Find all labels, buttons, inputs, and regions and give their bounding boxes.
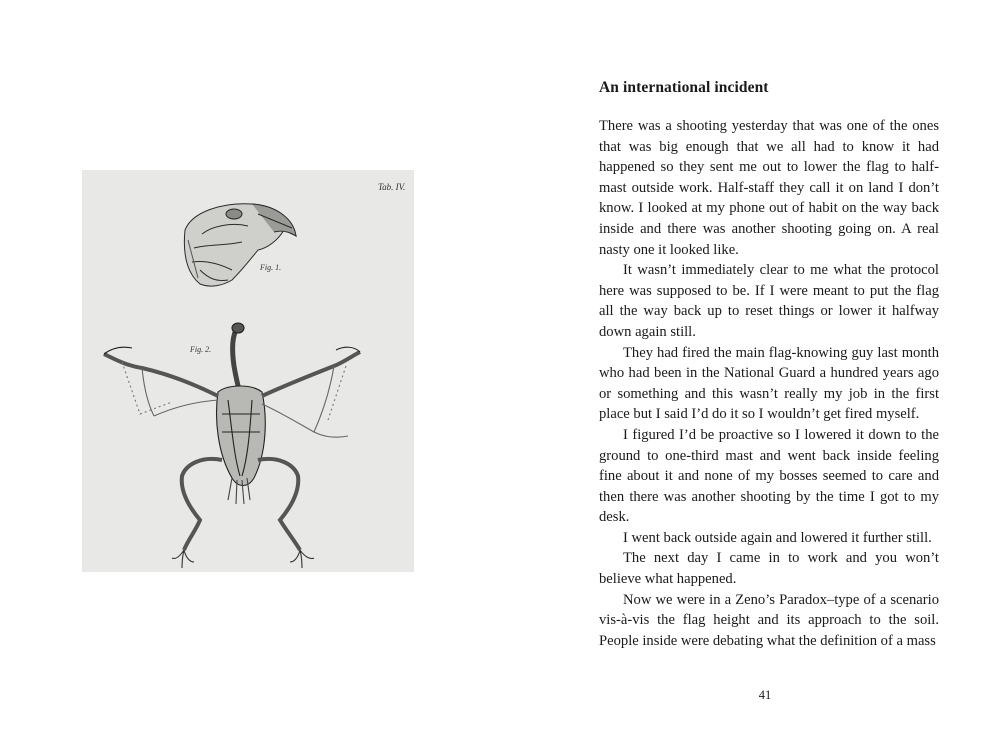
body-text bbox=[599, 116, 939, 651]
bird-anatomy-engraving bbox=[82, 170, 414, 572]
paragraph: The next day I came in to work and you won’t believe what happened. bbox=[599, 550, 939, 588]
fig1-label: Fig. 1. bbox=[260, 263, 282, 272]
chapter-title: An international incident bbox=[599, 79, 769, 96]
paragraph: Now we were in a Zeno’s Paradox–type of a scenario vis-à-vis the flag height and its approach to the soil. People inside were debating what the definition of a mass bbox=[599, 591, 939, 649]
text-page bbox=[599, 78, 939, 651]
paragraph: I went back outside again and lowered it further still. bbox=[623, 529, 932, 546]
paragraph: They had fired the main flag-knowing guy last month who had been in the National Guard a hundred years ago or something and this wasn’t really my job in the first place but I said I’d do it so I wouldn’t get fired myself. bbox=[599, 344, 939, 423]
paragraph: I figured I’d be proactive so I lowered it down to the ground to one-third mast and went back inside feeling fine about it and none of my bosses seemed to care and then there was another shooting by the time I got to my desk. bbox=[599, 426, 939, 526]
paragraph: It wasn’t immediately clear to me what the protocol here was supposed to be. If I were meant to put the flag all the way back up to reset things or lower it halfway down again still. bbox=[599, 262, 939, 340]
page-number: 41 bbox=[758, 688, 772, 702]
anatomical-plate-illustration bbox=[82, 170, 414, 572]
paragraph: There was a shooting yesterday that was one of the ones that was big enough that we all had to know it had happened so they sent me out to lower the flag to half-mast outside work. Half-staff they call it on land I don’t know. I looked at my phone out of habit on the way back inside and there was another shooting going on. A real nasty one it looked like. bbox=[599, 118, 939, 258]
fig2-label: Fig. 2. bbox=[190, 345, 212, 354]
plate-tab-label: Tab. IV. bbox=[378, 182, 406, 192]
